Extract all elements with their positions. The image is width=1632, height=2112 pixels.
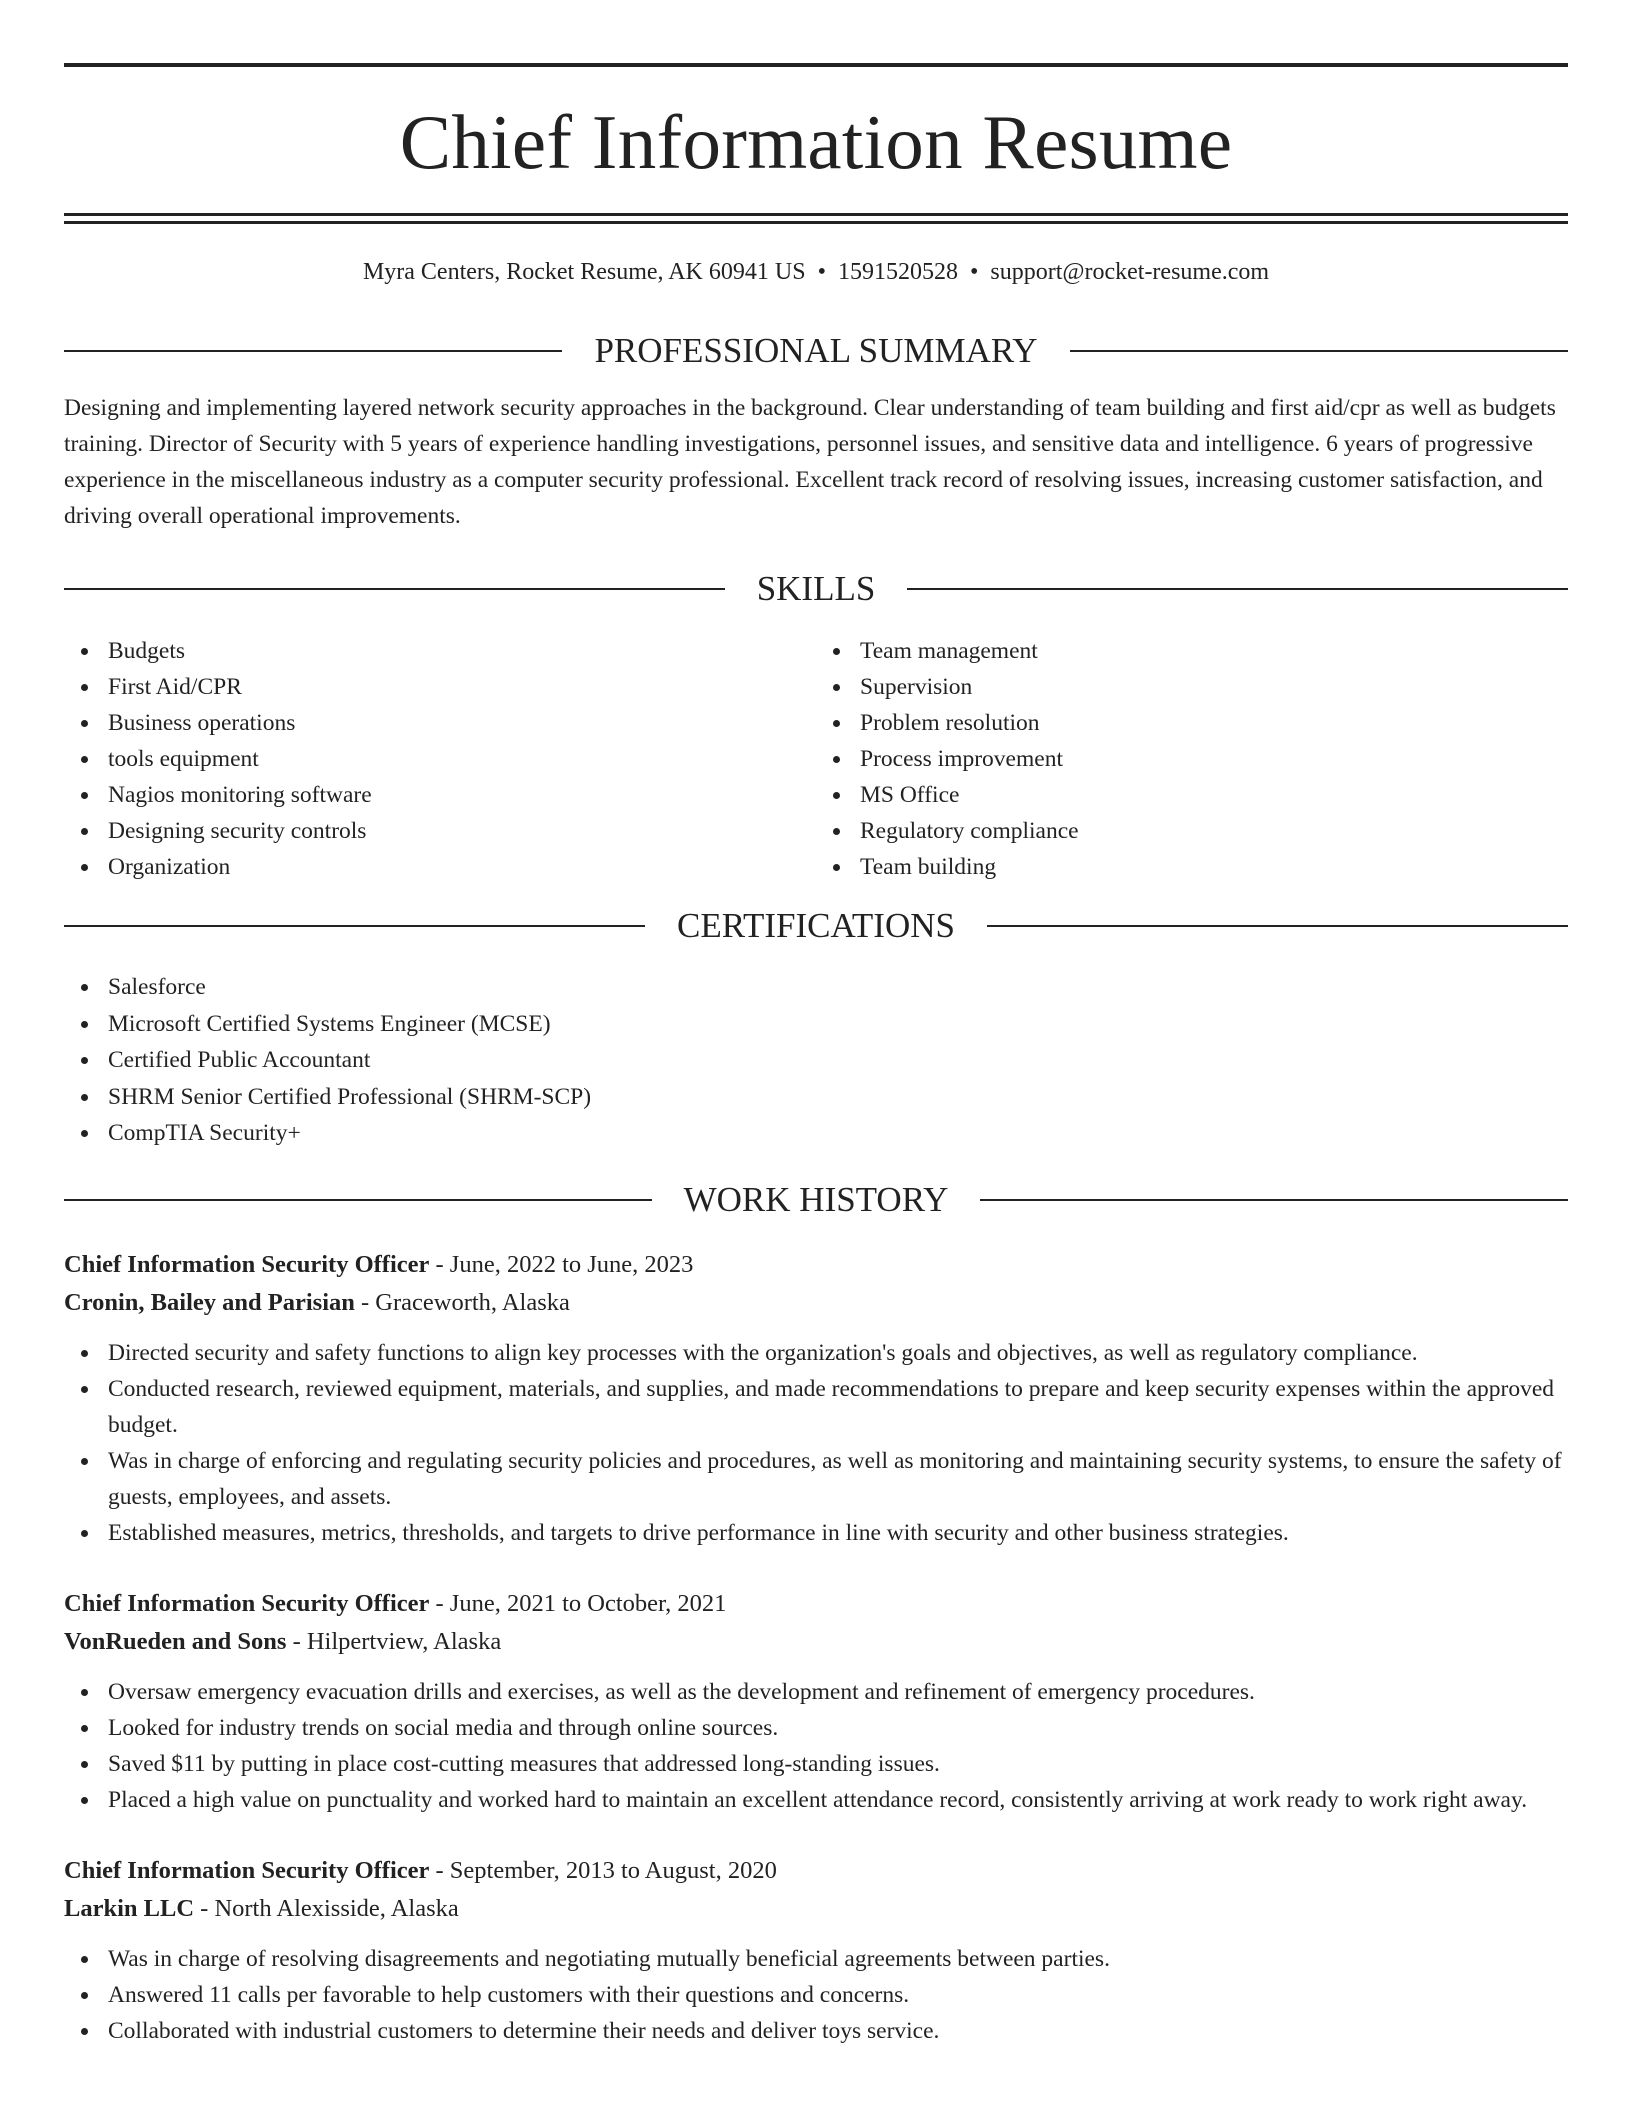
job-bullet: Collaborated with industrial customers to determine their needs and deliver toys service.: [108, 2013, 1568, 2049]
work-history-heading: [64, 1179, 1568, 1221]
job-title-line: [64, 1852, 1568, 1891]
skill-item: Business operations: [108, 705, 816, 741]
job-entry: [64, 1246, 1568, 1551]
work-history-list: [64, 1246, 1568, 2049]
job-bullet: Established measures, metrics, thresholds, and targets to drive performance in line with security and other business strategies.: [108, 1515, 1568, 1551]
heading-rule: [907, 588, 1568, 590]
heading-rule: [64, 588, 725, 590]
skill-item: First Aid/CPR: [108, 669, 816, 705]
job-location: - Graceworth, Alaska: [361, 1289, 570, 1317]
job-company: Larkin LLC: [64, 1895, 195, 1923]
summary-text: Designing and implementing layered network security approaches in the background. Clear understanding of team building and first aid/cpr as well as budgets training. Director of Security with 5 years of experience handling investigations, personnel issues, and sensitive data and intelligence. 6 years of progressive experience in the miscellaneous industry as a computer security professional. Excellent track record of resolving issues, increasing customer satisfaction, and driving overall operational improvements.: [64, 395, 1556, 529]
certification-item: SHRM Senior Certified Professional (SHRM-SCP): [108, 1079, 1568, 1116]
resume-page: [64, 0, 1568, 2049]
job-bullet: Answered 11 calls per favorable to help customers with their questions and concerns.: [108, 1977, 1568, 2013]
title-double-rule: [64, 213, 1568, 224]
summary-heading-label: PROFESSIONAL SUMMARY: [594, 331, 1038, 370]
heading-rule: [64, 1199, 652, 1201]
job-bullet: Saved $11 by putting in place cost-cutting measures that addressed long-standing issues.: [108, 1746, 1568, 1782]
skill-item: Regulatory compliance: [860, 813, 1568, 849]
resume-title: Chief Information Resume: [399, 99, 1233, 185]
contact-separator: •: [969, 259, 979, 285]
job-bullet: Oversaw emergency evacuation drills and exercises, as well as the development and refinement of emergency procedures.: [108, 1674, 1568, 1710]
job-dates: - September, 2013 to August, 2020: [435, 1856, 777, 1884]
job-bullet: Conducted research, reviewed equipment, materials, and supplies, and made recommendations to prepare and keep security expenses within the approved budget.: [108, 1371, 1568, 1443]
heading-rule: [980, 1199, 1568, 1201]
contact-line: [64, 257, 1568, 287]
skill-item: Nagios monitoring software: [108, 777, 816, 813]
skills-list-left: [64, 633, 816, 885]
job-entry: [64, 1585, 1568, 1818]
job-bullet: Directed security and safety functions to align key processes with the organization's goals and objectives, as well as regulatory compliance.: [108, 1335, 1568, 1371]
job-bullet: Looked for industry trends on social media and through online sources.: [108, 1710, 1568, 1746]
heading-rule: [64, 925, 645, 927]
job-dates: - June, 2022 to June, 2023: [435, 1250, 694, 1278]
certifications-heading: [64, 905, 1568, 947]
skill-item: Problem resolution: [860, 705, 1568, 741]
contact-phone: 1591520528: [837, 259, 958, 285]
heading-rule: [64, 350, 562, 352]
skill-item: Process improvement: [860, 741, 1568, 777]
job-company: Cronin, Bailey and Parisian: [64, 1289, 355, 1317]
job-location: - Hilpertview, Alaska: [292, 1628, 502, 1656]
skills-list-right: [816, 633, 1568, 885]
job-bullet: Was in charge of enforcing and regulating security policies and procedures, as well as monitoring and maintaining security systems, to ensure the safety of guests, employees, and assets.: [108, 1443, 1568, 1515]
certification-item: Microsoft Certified Systems Engineer (MCSE): [108, 1006, 1568, 1043]
certification-item: CompTIA Security+: [108, 1115, 1568, 1152]
job-title-line: [64, 1585, 1568, 1624]
certifications-heading-label: CERTIFICATIONS: [677, 906, 955, 945]
job-location: - North Alexisside, Alaska: [200, 1895, 459, 1923]
skills-heading: [64, 568, 1568, 610]
job-bullet: Placed a high value on punctuality and worked hard to maintain an excellent attendance record, consistently arriving at work ready to work right away.: [108, 1782, 1568, 1818]
skill-item: Team management: [860, 633, 1568, 669]
job-title: Chief Information Security Officer: [64, 1589, 430, 1617]
top-rule: [64, 63, 1568, 67]
contact-address: Myra Centers, Rocket Resume, AK 60941 US: [362, 259, 806, 285]
job-title: Chief Information Security Officer: [64, 1856, 430, 1884]
job-company-line: [64, 1284, 1568, 1323]
job-company: VonRueden and Sons: [64, 1628, 287, 1656]
job-bullet: Was in charge of resolving disagreements and negotiating mutually beneficial agreements between parties.: [108, 1941, 1568, 1977]
job-entry: [64, 1852, 1568, 2049]
work-history-heading-label: WORK HISTORY: [683, 1179, 949, 1219]
job-company-line: [64, 1890, 1568, 1929]
skill-item: Team building: [860, 849, 1568, 885]
heading-rule: [987, 925, 1568, 927]
job-bullets: [64, 1674, 1568, 1818]
certifications-list: [64, 969, 1568, 1152]
certification-item: Salesforce: [108, 969, 1568, 1006]
job-title: Chief Information Security Officer: [64, 1250, 430, 1278]
job-dates: - June, 2021 to October, 2021: [435, 1589, 727, 1617]
job-company-line: [64, 1623, 1568, 1662]
heading-rule: [1070, 350, 1568, 352]
skill-item: Organization: [108, 849, 816, 885]
job-bullets: [64, 1335, 1568, 1551]
skill-item: tools equipment: [108, 741, 816, 777]
contact-email[interactable]: support@rocket-resume.com: [990, 259, 1270, 285]
job-title-line: [64, 1246, 1568, 1285]
skills-columns: [64, 633, 1568, 885]
summary-heading: [64, 330, 1568, 372]
skills-heading-label: SKILLS: [756, 569, 876, 608]
skill-item: Designing security controls: [108, 813, 816, 849]
contact-separator: •: [817, 259, 826, 285]
skill-item: Budgets: [108, 633, 816, 669]
job-bullets: [64, 1941, 1568, 2049]
certification-item: Certified Public Accountant: [108, 1042, 1568, 1079]
skill-item: MS Office: [860, 777, 1568, 813]
skill-item: Supervision: [860, 669, 1568, 705]
